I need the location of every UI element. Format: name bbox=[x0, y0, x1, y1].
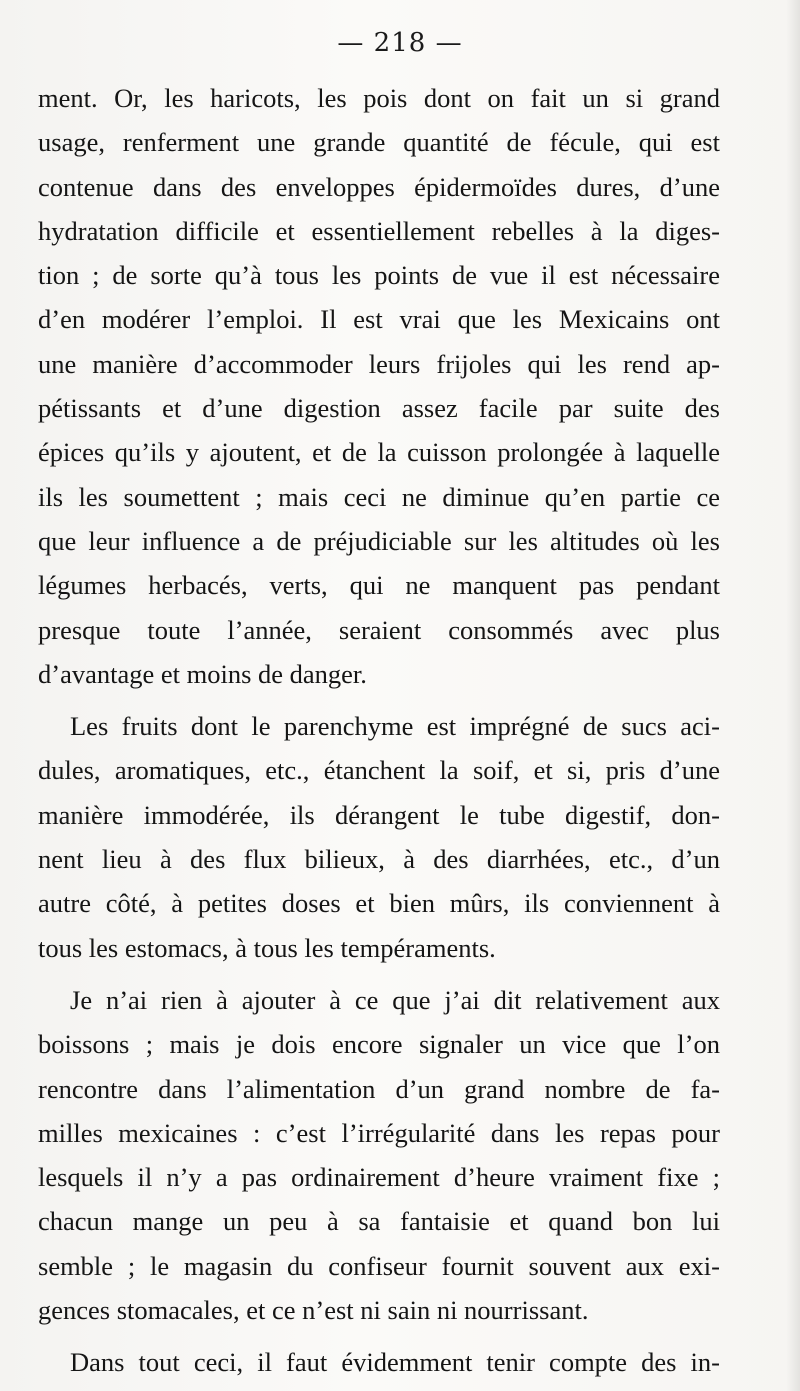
text-line: hydratation difficile et essentiellement rebelles à la diges- bbox=[38, 215, 720, 246]
page-body bbox=[38, 76, 720, 1385]
text-line: semble ; le magasin du confiseur fournit souvent aux exi- bbox=[38, 1250, 720, 1281]
text-line: que leur influence a de préjudiciable sur les altitudes où les bbox=[38, 525, 720, 556]
page-number: — 218 — bbox=[337, 28, 463, 58]
text-line: Dans tout ceci, il faut évidemment tenir compte des in- bbox=[70, 1347, 720, 1378]
paragraph bbox=[38, 76, 720, 696]
text-line: pétissants et d’une digestion assez facile par suite des bbox=[38, 393, 720, 424]
text-line: ils les soumettent ; mais ceci ne diminue qu’en partie ce bbox=[38, 481, 720, 512]
text-line: épices qu’ils y ajoutent, et de la cuisson prolongée à laquelle bbox=[38, 437, 720, 468]
text-line: boissons ; mais je dois encore signaler un vice que l’on bbox=[38, 1029, 720, 1060]
text-line: ment. Or, les haricots, les pois dont on fait un si grand bbox=[38, 83, 720, 113]
text-line: tous les estomacs, à tous les tempéraments. bbox=[38, 932, 496, 963]
text-line: d’avantage et moins de danger. bbox=[38, 658, 367, 689]
text-line: lesquels il n’y a pas ordinairement d’heure vraiment fixe ; bbox=[38, 1162, 720, 1193]
text-line: presque toute l’année, seraient consommés avec plus bbox=[38, 614, 720, 645]
text-line: tion ; de sorte qu’à tous les points de vue il est nécessaire bbox=[38, 260, 720, 291]
text-line: chacun mange un peu à sa fantaisie et quand bon lui bbox=[38, 1206, 720, 1237]
text-line: manière immodérée, ils dérangent le tube digestif, don- bbox=[38, 799, 720, 830]
paragraph bbox=[38, 704, 720, 970]
text-line: rencontre dans l’alimentation d’un grand nombre de fa- bbox=[38, 1073, 720, 1104]
text-line: gences stomacales, et ce n’est ni sain ni nourrissant. bbox=[38, 1295, 589, 1326]
text-line: milles mexicaines : c’est l’irrégularité dans les repas pour bbox=[38, 1117, 720, 1148]
text-line: dules, aromatiques, etc., étanchent la soif, et si, pris d’une bbox=[38, 755, 720, 786]
text-line: autre côté, à petites doses et bien mûrs, ils conviennent à bbox=[38, 888, 720, 919]
text-line: une manière d’accommoder leurs frijoles qui les rend ap- bbox=[38, 348, 720, 379]
text-line: d’en modérer l’emploi. Il est vrai que les Mexicains ont bbox=[38, 304, 720, 335]
text-line: Je n’ai rien à ajouter à ce que j’ai dit relativement aux bbox=[70, 984, 720, 1015]
text-line: usage, renferment une grande quantité de fécule, qui est bbox=[38, 127, 720, 158]
paragraph bbox=[38, 978, 720, 1332]
paragraph bbox=[38, 1340, 720, 1384]
text-line: contenue dans des enveloppes épidermoïdes dures, d’une bbox=[38, 171, 720, 202]
text-line: nent lieu à des flux bilieux, à des diarrhées, etc., d’un bbox=[38, 844, 720, 875]
text-line: légumes herbacés, verts, qui ne manquent pas pendant bbox=[38, 570, 720, 601]
text-line: Les fruits dont le parenchyme est imprégné de sucs aci- bbox=[70, 711, 720, 742]
